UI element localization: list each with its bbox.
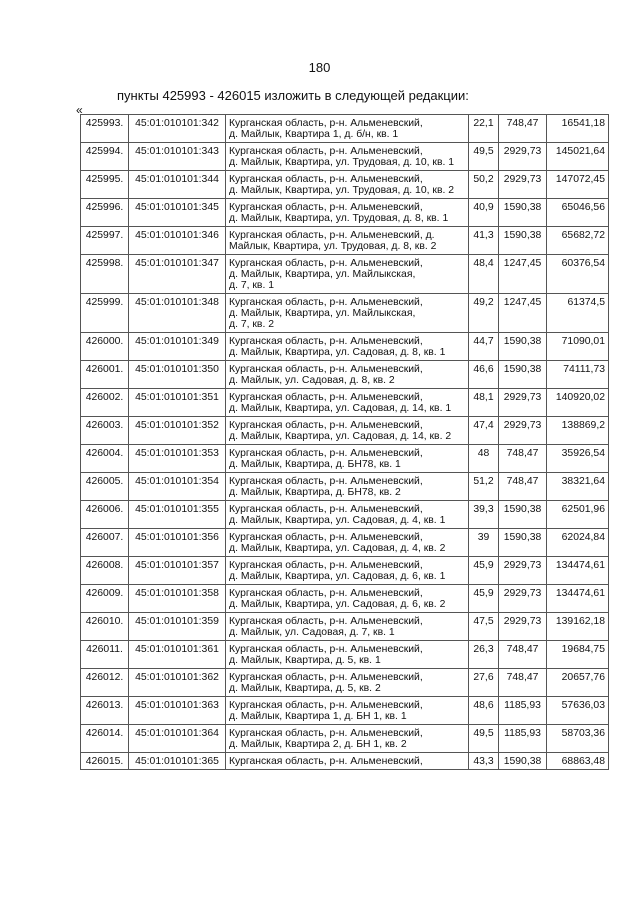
row-number-cell: 426014. [81, 725, 129, 753]
cadastral-cost-cell: 138869,2 [547, 417, 609, 445]
rate-cell: 2929,73 [499, 417, 547, 445]
rate-cell: 748,47 [499, 669, 547, 697]
address-cell [226, 171, 469, 199]
rate-cell: 748,47 [499, 641, 547, 669]
cadastral-number-cell: 45:01:010101:361 [129, 641, 226, 669]
cadastral-cost-cell: 61374,5 [547, 294, 609, 333]
row-number-cell: 425994. [81, 143, 129, 171]
area-cell: 39 [469, 529, 499, 557]
row-number-cell: 425995. [81, 171, 129, 199]
area-cell: 48,6 [469, 697, 499, 725]
address-line: д. Майлык, Квартира, д. 5, кв. 1 [229, 655, 381, 666]
cadastral-cost-cell: 38321,64 [547, 473, 609, 501]
area-cell: 50,2 [469, 171, 499, 199]
address-cell [226, 641, 469, 669]
address-cell [226, 417, 469, 445]
address-line: д. Майлык, Квартира, ул. Садовая, д. 6, кв. 2 [229, 599, 446, 610]
table-row [81, 227, 609, 255]
address-line: Курганская область, р-н. Альменевский, [229, 336, 423, 347]
address-line: д. Майлык, Квартира, ул. Садовая, д. 14, кв. 2 [229, 431, 452, 442]
address-cell [226, 697, 469, 725]
row-number-cell: 425997. [81, 227, 129, 255]
address-line: Курганская область, р-н. Альменевский, [229, 146, 423, 157]
address-cell [226, 669, 469, 697]
rate-cell: 1590,38 [499, 199, 547, 227]
row-number-cell: 425993. [81, 115, 129, 143]
cadastral-cost-cell: 145021,64 [547, 143, 609, 171]
table-row [81, 389, 609, 417]
table-row [81, 115, 609, 143]
address-cell [226, 501, 469, 529]
cadastral-cost-cell: 140920,02 [547, 389, 609, 417]
cadastral-number-cell: 45:01:010101:351 [129, 389, 226, 417]
cadastral-cost-cell: 68863,48 [547, 753, 609, 770]
rate-cell: 1590,38 [499, 753, 547, 770]
address-line: д. Майлык, Квартира 2, д. БН 1, кв. 2 [229, 739, 407, 750]
cadastral-cost-cell: 71090,01 [547, 333, 609, 361]
table-row [81, 255, 609, 294]
table-row [81, 473, 609, 501]
row-number-cell: 426013. [81, 697, 129, 725]
table-row [81, 641, 609, 669]
address-cell [226, 445, 469, 473]
cadastral-cost-cell: 62024,84 [547, 529, 609, 557]
row-number-cell: 426008. [81, 557, 129, 585]
address-line: д. Майлык, Квартира, ул. Садовая, д. 14, кв. 1 [229, 403, 452, 414]
table-row [81, 753, 609, 770]
address-line: Курганская область, р-н. Альменевский, [229, 297, 423, 308]
row-number-cell: 426002. [81, 389, 129, 417]
cadastral-number-cell: 45:01:010101:343 [129, 143, 226, 171]
address-line: д. Майлык, Квартира, ул. Майлыкская, [229, 308, 416, 319]
address-cell [226, 725, 469, 753]
table-row [81, 585, 609, 613]
area-cell: 26,3 [469, 641, 499, 669]
cadastral-number-cell: 45:01:010101:354 [129, 473, 226, 501]
rate-cell: 2929,73 [499, 613, 547, 641]
cadastral-cost-cell: 58703,36 [547, 725, 609, 753]
address-line: Курганская область, р-н. Альменевский, [229, 448, 423, 459]
area-cell: 45,9 [469, 557, 499, 585]
area-cell: 47,4 [469, 417, 499, 445]
rate-cell: 2929,73 [499, 389, 547, 417]
area-cell: 49,2 [469, 294, 499, 333]
cadastral-cost-cell: 57636,03 [547, 697, 609, 725]
address-cell [226, 333, 469, 361]
cadastral-cost-cell: 74111,73 [547, 361, 609, 389]
table-row [81, 171, 609, 199]
area-cell: 43,3 [469, 753, 499, 770]
address-cell [226, 143, 469, 171]
area-cell: 44,7 [469, 333, 499, 361]
row-number-cell: 426005. [81, 473, 129, 501]
area-cell: 48 [469, 445, 499, 473]
address-cell [226, 115, 469, 143]
row-number-cell: 425996. [81, 199, 129, 227]
cadastral-number-cell: 45:01:010101:347 [129, 255, 226, 294]
rate-cell: 748,47 [499, 445, 547, 473]
amendment-intro: пункты 425993 - 426015 изложить в следующей редакции: [117, 88, 469, 103]
address-cell [226, 613, 469, 641]
row-number-cell: 426006. [81, 501, 129, 529]
area-cell: 46,6 [469, 361, 499, 389]
address-cell [226, 557, 469, 585]
row-number-cell: 426015. [81, 753, 129, 770]
address-line: Курганская область, р-н. Альменевский, д. [229, 230, 435, 241]
address-cell [226, 529, 469, 557]
rate-cell: 2929,73 [499, 585, 547, 613]
rate-cell: 1590,38 [499, 501, 547, 529]
address-line: д. Майлык, Квартира, д. БН78, кв. 2 [229, 487, 401, 498]
address-line: д. Майлык, Квартира, ул. Трудовая, д. 8, кв. 1 [229, 213, 449, 224]
rate-cell: 1590,38 [499, 529, 547, 557]
address-cell [226, 255, 469, 294]
address-line: д. Майлык, Квартира, ул. Трудовая, д. 10, кв. 2 [229, 185, 455, 196]
row-number-cell: 426001. [81, 361, 129, 389]
address-line: Курганская область, р-н. Альменевский, [229, 588, 423, 599]
rate-cell: 1590,38 [499, 361, 547, 389]
row-number-cell: 426007. [81, 529, 129, 557]
table-row [81, 613, 609, 641]
area-cell: 41,3 [469, 227, 499, 255]
cadastral-cost-cell: 19684,75 [547, 641, 609, 669]
cadastral-number-cell: 45:01:010101:348 [129, 294, 226, 333]
rate-cell: 2929,73 [499, 143, 547, 171]
area-cell: 48,4 [469, 255, 499, 294]
address-cell [226, 227, 469, 255]
cadastral-number-cell: 45:01:010101:355 [129, 501, 226, 529]
table-row [81, 294, 609, 333]
cadastral-number-cell: 45:01:010101:358 [129, 585, 226, 613]
table-row [81, 557, 609, 585]
cadastral-number-cell: 45:01:010101:359 [129, 613, 226, 641]
address-cell [226, 294, 469, 333]
address-line: д. Майлык, Квартира, ул. Трудовая, д. 10, кв. 1 [229, 157, 455, 168]
cadastral-number-cell: 45:01:010101:353 [129, 445, 226, 473]
rate-cell: 1590,38 [499, 227, 547, 255]
cadastral-cost-cell: 65682,72 [547, 227, 609, 255]
cadastral-cost-cell: 60376,54 [547, 255, 609, 294]
address-cell [226, 473, 469, 501]
cadastral-cost-cell: 147072,45 [547, 171, 609, 199]
address-cell [226, 585, 469, 613]
cadastral-cost-cell: 139162,18 [547, 613, 609, 641]
table-row [81, 697, 609, 725]
cadastral-number-cell: 45:01:010101:362 [129, 669, 226, 697]
table-row [81, 501, 609, 529]
row-number-cell: 425999. [81, 294, 129, 333]
address-line: д. Майлык, Квартира 1, д. б/н, кв. 1 [229, 129, 399, 140]
rate-cell: 2929,73 [499, 557, 547, 585]
address-line: Курганская область, р-н. Альменевский, [229, 728, 423, 739]
address-line: Курганская область, р-н. Альменевский, [229, 616, 423, 627]
area-cell: 45,9 [469, 585, 499, 613]
row-number-cell: 426003. [81, 417, 129, 445]
row-number-cell: 426012. [81, 669, 129, 697]
cadastral-cost-cell: 20657,76 [547, 669, 609, 697]
cadastral-number-cell: 45:01:010101:365 [129, 753, 226, 770]
rate-cell: 1247,45 [499, 255, 547, 294]
rate-cell: 1590,38 [499, 333, 547, 361]
area-cell: 49,5 [469, 143, 499, 171]
area-cell: 48,1 [469, 389, 499, 417]
table-row [81, 333, 609, 361]
address-line: Курганская область, р-н. Альменевский, [229, 700, 423, 711]
address-line: Курганская область, р-н. Альменевский, [229, 532, 423, 543]
address-line: д. Майлык, Квартира 1, д. БН 1, кв. 1 [229, 711, 407, 722]
rate-cell: 748,47 [499, 473, 547, 501]
address-line: Курганская область, р-н. Альменевский, [229, 672, 423, 683]
cadastral-number-cell: 45:01:010101:344 [129, 171, 226, 199]
address-line: д. 7, кв. 1 [229, 280, 275, 291]
address-cell [226, 199, 469, 227]
cadastral-cost-cell: 134474,61 [547, 557, 609, 585]
cadastral-number-cell: 45:01:010101:357 [129, 557, 226, 585]
address-line: Курганская область, р-н. Альменевский, [229, 504, 423, 515]
area-cell: 49,5 [469, 725, 499, 753]
table-row [81, 725, 609, 753]
opening-quote-mark: « [76, 103, 83, 117]
cadastral-number-cell: 45:01:010101:345 [129, 199, 226, 227]
row-number-cell: 426010. [81, 613, 129, 641]
cadastral-number-cell: 45:01:010101:363 [129, 697, 226, 725]
address-line: Курганская область, р-н. Альменевский, [229, 364, 423, 375]
rate-cell: 1247,45 [499, 294, 547, 333]
cadastral-number-cell: 45:01:010101:349 [129, 333, 226, 361]
address-line: д. Майлык, Квартира, ул. Садовая, д. 8, кв. 1 [229, 347, 446, 358]
area-cell: 39,3 [469, 501, 499, 529]
cadastral-number-cell: 45:01:010101:350 [129, 361, 226, 389]
table-row [81, 417, 609, 445]
cadastral-cost-cell: 65046,56 [547, 199, 609, 227]
address-line: Курганская область, р-н. Альменевский, [229, 756, 423, 767]
address-line: Майлык, Квартира, ул. Трудовая, д. 8, кв. 2 [229, 241, 437, 252]
cadastral-cost-cell: 16541,18 [547, 115, 609, 143]
cadastral-cost-cell: 35926,54 [547, 445, 609, 473]
row-number-cell: 426011. [81, 641, 129, 669]
rate-cell: 1185,93 [499, 725, 547, 753]
table-row [81, 199, 609, 227]
table-row [81, 529, 609, 557]
cadastral-number-cell: 45:01:010101:364 [129, 725, 226, 753]
table-row [81, 361, 609, 389]
address-cell [226, 361, 469, 389]
address-line: д. Майлык, Квартира, ул. Майлыкская, [229, 269, 416, 280]
address-line: д. Майлык, ул. Садовая, д. 7, кв. 1 [229, 627, 395, 638]
cadastral-number-cell: 45:01:010101:352 [129, 417, 226, 445]
address-line: д. Майлык, Квартира, д. БН78, кв. 1 [229, 459, 401, 470]
table-row [81, 669, 609, 697]
area-cell: 51,2 [469, 473, 499, 501]
area-cell: 27,6 [469, 669, 499, 697]
address-line: Курганская область, р-н. Альменевский, [229, 644, 423, 655]
address-line: д. Майлык, Квартира, ул. Садовая, д. 4, кв. 2 [229, 543, 446, 554]
table-row [81, 445, 609, 473]
property-table-body [81, 115, 609, 770]
cadastral-number-cell: 45:01:010101:346 [129, 227, 226, 255]
row-number-cell: 426009. [81, 585, 129, 613]
address-line: Курганская область, р-н. Альменевский, [229, 118, 423, 129]
area-cell: 40,9 [469, 199, 499, 227]
address-cell [226, 389, 469, 417]
page-number: 180 [308, 60, 331, 75]
address-line: д. Майлык, Квартира, д. 5, кв. 2 [229, 683, 381, 694]
rate-cell: 748,47 [499, 115, 547, 143]
area-cell: 47,5 [469, 613, 499, 641]
cadastral-cost-cell: 62501,96 [547, 501, 609, 529]
address-line: Курганская область, р-н. Альменевский, [229, 258, 423, 269]
address-line: Курганская область, р-н. Альменевский, [229, 476, 423, 487]
address-line: д. 7, кв. 2 [229, 319, 275, 330]
address-line: Курганская область, р-н. Альменевский, [229, 202, 423, 213]
address-line: д. Майлык, ул. Садовая, д. 8, кв. 2 [229, 375, 395, 386]
cadastral-number-cell: 45:01:010101:356 [129, 529, 226, 557]
address-cell [226, 753, 469, 770]
address-line: д. Майлык, Квартира, ул. Садовая, д. 4, кв. 1 [229, 515, 446, 526]
table-row [81, 143, 609, 171]
address-line: Курганская область, р-н. Альменевский, [229, 174, 423, 185]
rate-cell: 2929,73 [499, 171, 547, 199]
row-number-cell: 426000. [81, 333, 129, 361]
property-table [80, 114, 609, 770]
row-number-cell: 426004. [81, 445, 129, 473]
cadastral-cost-cell: 134474,61 [547, 585, 609, 613]
address-line: Курганская область, р-н. Альменевский, [229, 420, 423, 431]
address-line: Курганская область, р-н. Альменевский, [229, 392, 423, 403]
row-number-cell: 425998. [81, 255, 129, 294]
rate-cell: 1185,93 [499, 697, 547, 725]
address-line: Курганская область, р-н. Альменевский, [229, 560, 423, 571]
address-line: д. Майлык, Квартира, ул. Садовая, д. 6, кв. 1 [229, 571, 446, 582]
cadastral-number-cell: 45:01:010101:342 [129, 115, 226, 143]
area-cell: 22,1 [469, 115, 499, 143]
